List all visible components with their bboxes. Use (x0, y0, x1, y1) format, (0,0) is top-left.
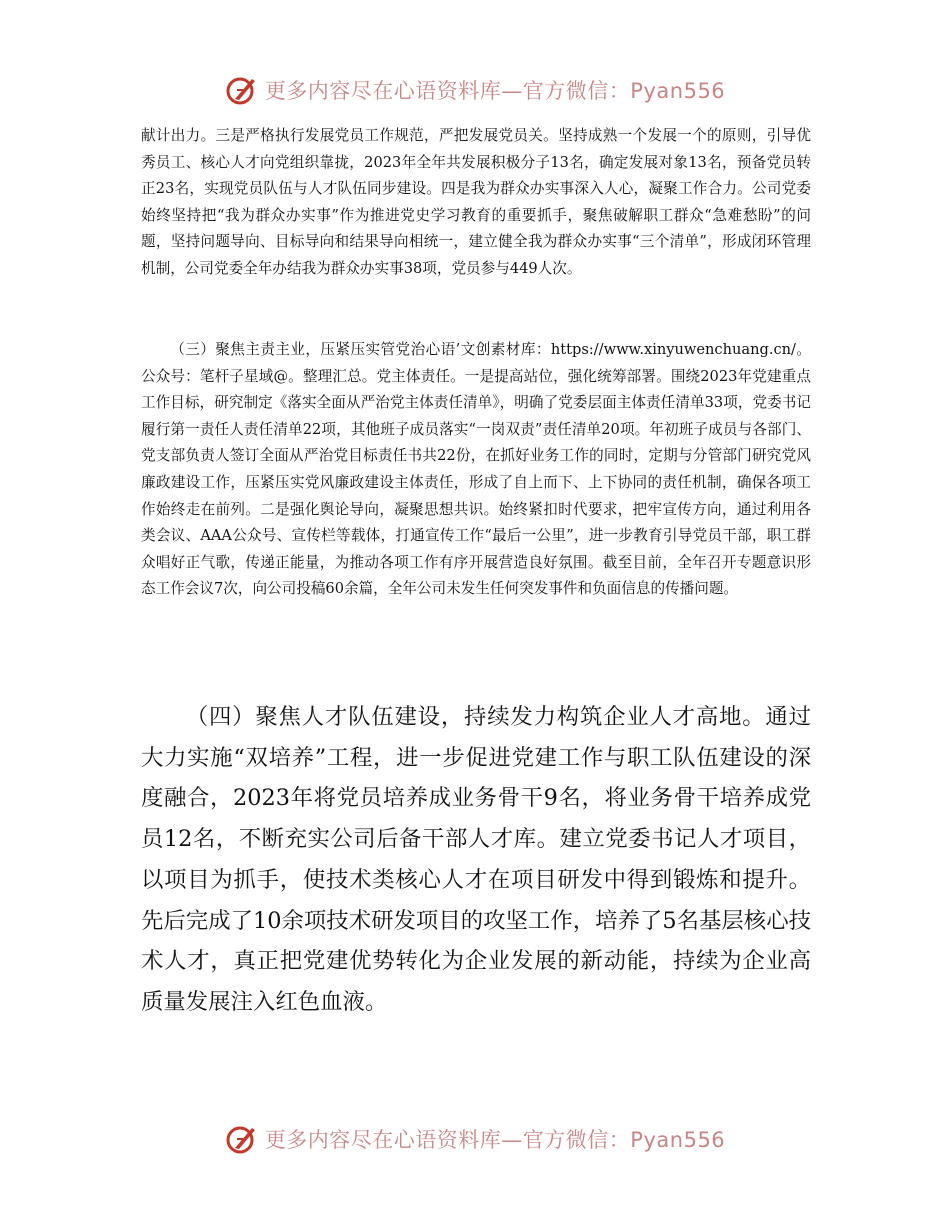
paragraph-3 (141, 697, 811, 1023)
paragraph-3-text: （四）聚焦人才队伍建设，持续发力构筑企业人才高地。通过大力实施“双培养”工程，进一步促进党建工作与职工队伍建设的深度融合，2023年将党员培养成业务骨干9名，将业务骨干培养成党员12名，不断充实公司后备干部人才库。建立党委书记人才项目，以项目为抓手，使技术类核心人才在项目研发中得到锻炼和提升。先后完成了10余项技术研发项目的攻坚工作，培养了5名基层核心技术人才，真正把党建优势转化为企业发展的新动能，持续为企业高质量发展注入红色血液。 (141, 704, 811, 1015)
footer-banner (0, 1122, 950, 1156)
banner-text: 更多内容尽在心语资料库—官方微信：Pyan556 (264, 1128, 726, 1152)
paragraph-2 (141, 337, 811, 603)
paragraph-1 (141, 123, 811, 283)
banner-text: 更多内容尽在心语资料库—官方微信：Pyan556 (264, 79, 726, 103)
paragraph-1-text: 献计出力。三是严格执行发展党员工作规范，严把发展党员关。坚持成熟一个发展一个的原则，引导优秀员工、核心人才向党组织靠拢，2023年全年共发展积极分子13名，确定发展对象13名，预备党员转正23名，实现党员队伍与人才队伍同步建设。四是我为群众办实事深入人心，凝聚工作合力。公司党委始终坚持把“我为群众办实事”作为推进党史学习教育的重要抓手，聚焦破解职工群众“急难愁盼”的问题，坚持问题导向、目标导向和结果导向相统一，建立健全我为群众办实事“三个清单”，形成闭环管理机制，公司党委全年办结我为群众办实事38项，党员参与449人次。 (141, 127, 811, 277)
quill-logo-icon (225, 73, 259, 107)
header-banner (0, 73, 950, 107)
paragraph-2-text: （三）聚焦主责主业，压紧压实管党治心语’文创素材库：https://www.xinyuwenchuang.cn/。公众号：笔杆子星域@。整理汇总。党主体责任。一是提高站位，强化统筹部署。围绕2023年党建重点工作目标，研究制定《落实全面从严治党主体责任清单》，明确了党委层面主体责任清单33项，党委书记履行第一责任人责任清单22项，其他班子成员落实“一岗双责”责任清单20项。年初班子成员与各部门、党支部负责人签订全面从严治党目标责任书共22份，在抓好业务工作的同时，定期与分管部门研究党风廉政建设工作，压紧压实党风廉政建设主体责任，形成了自上而下、上下协同的责任机制，确保各项工作始终走在前列。二是强化舆论导向，凝聚思想共识。始终紧扣时代要求，把牢宣传方向，通过利用各类会议、AAA公众号、宣传栏等载体，打通宣传工作“最后一公里”，进一步教育引导党员干部，职工群众唱好正气歌，传递正能量，为推动各项工作有序开展营造良好氛围。截至目前，全年召开专题意识形态工作会议7次，向公司投稿60余篇，全年公司未发生任何突发事件和负面信息的传播问题。 (141, 341, 811, 598)
quill-logo-icon (225, 1122, 259, 1156)
